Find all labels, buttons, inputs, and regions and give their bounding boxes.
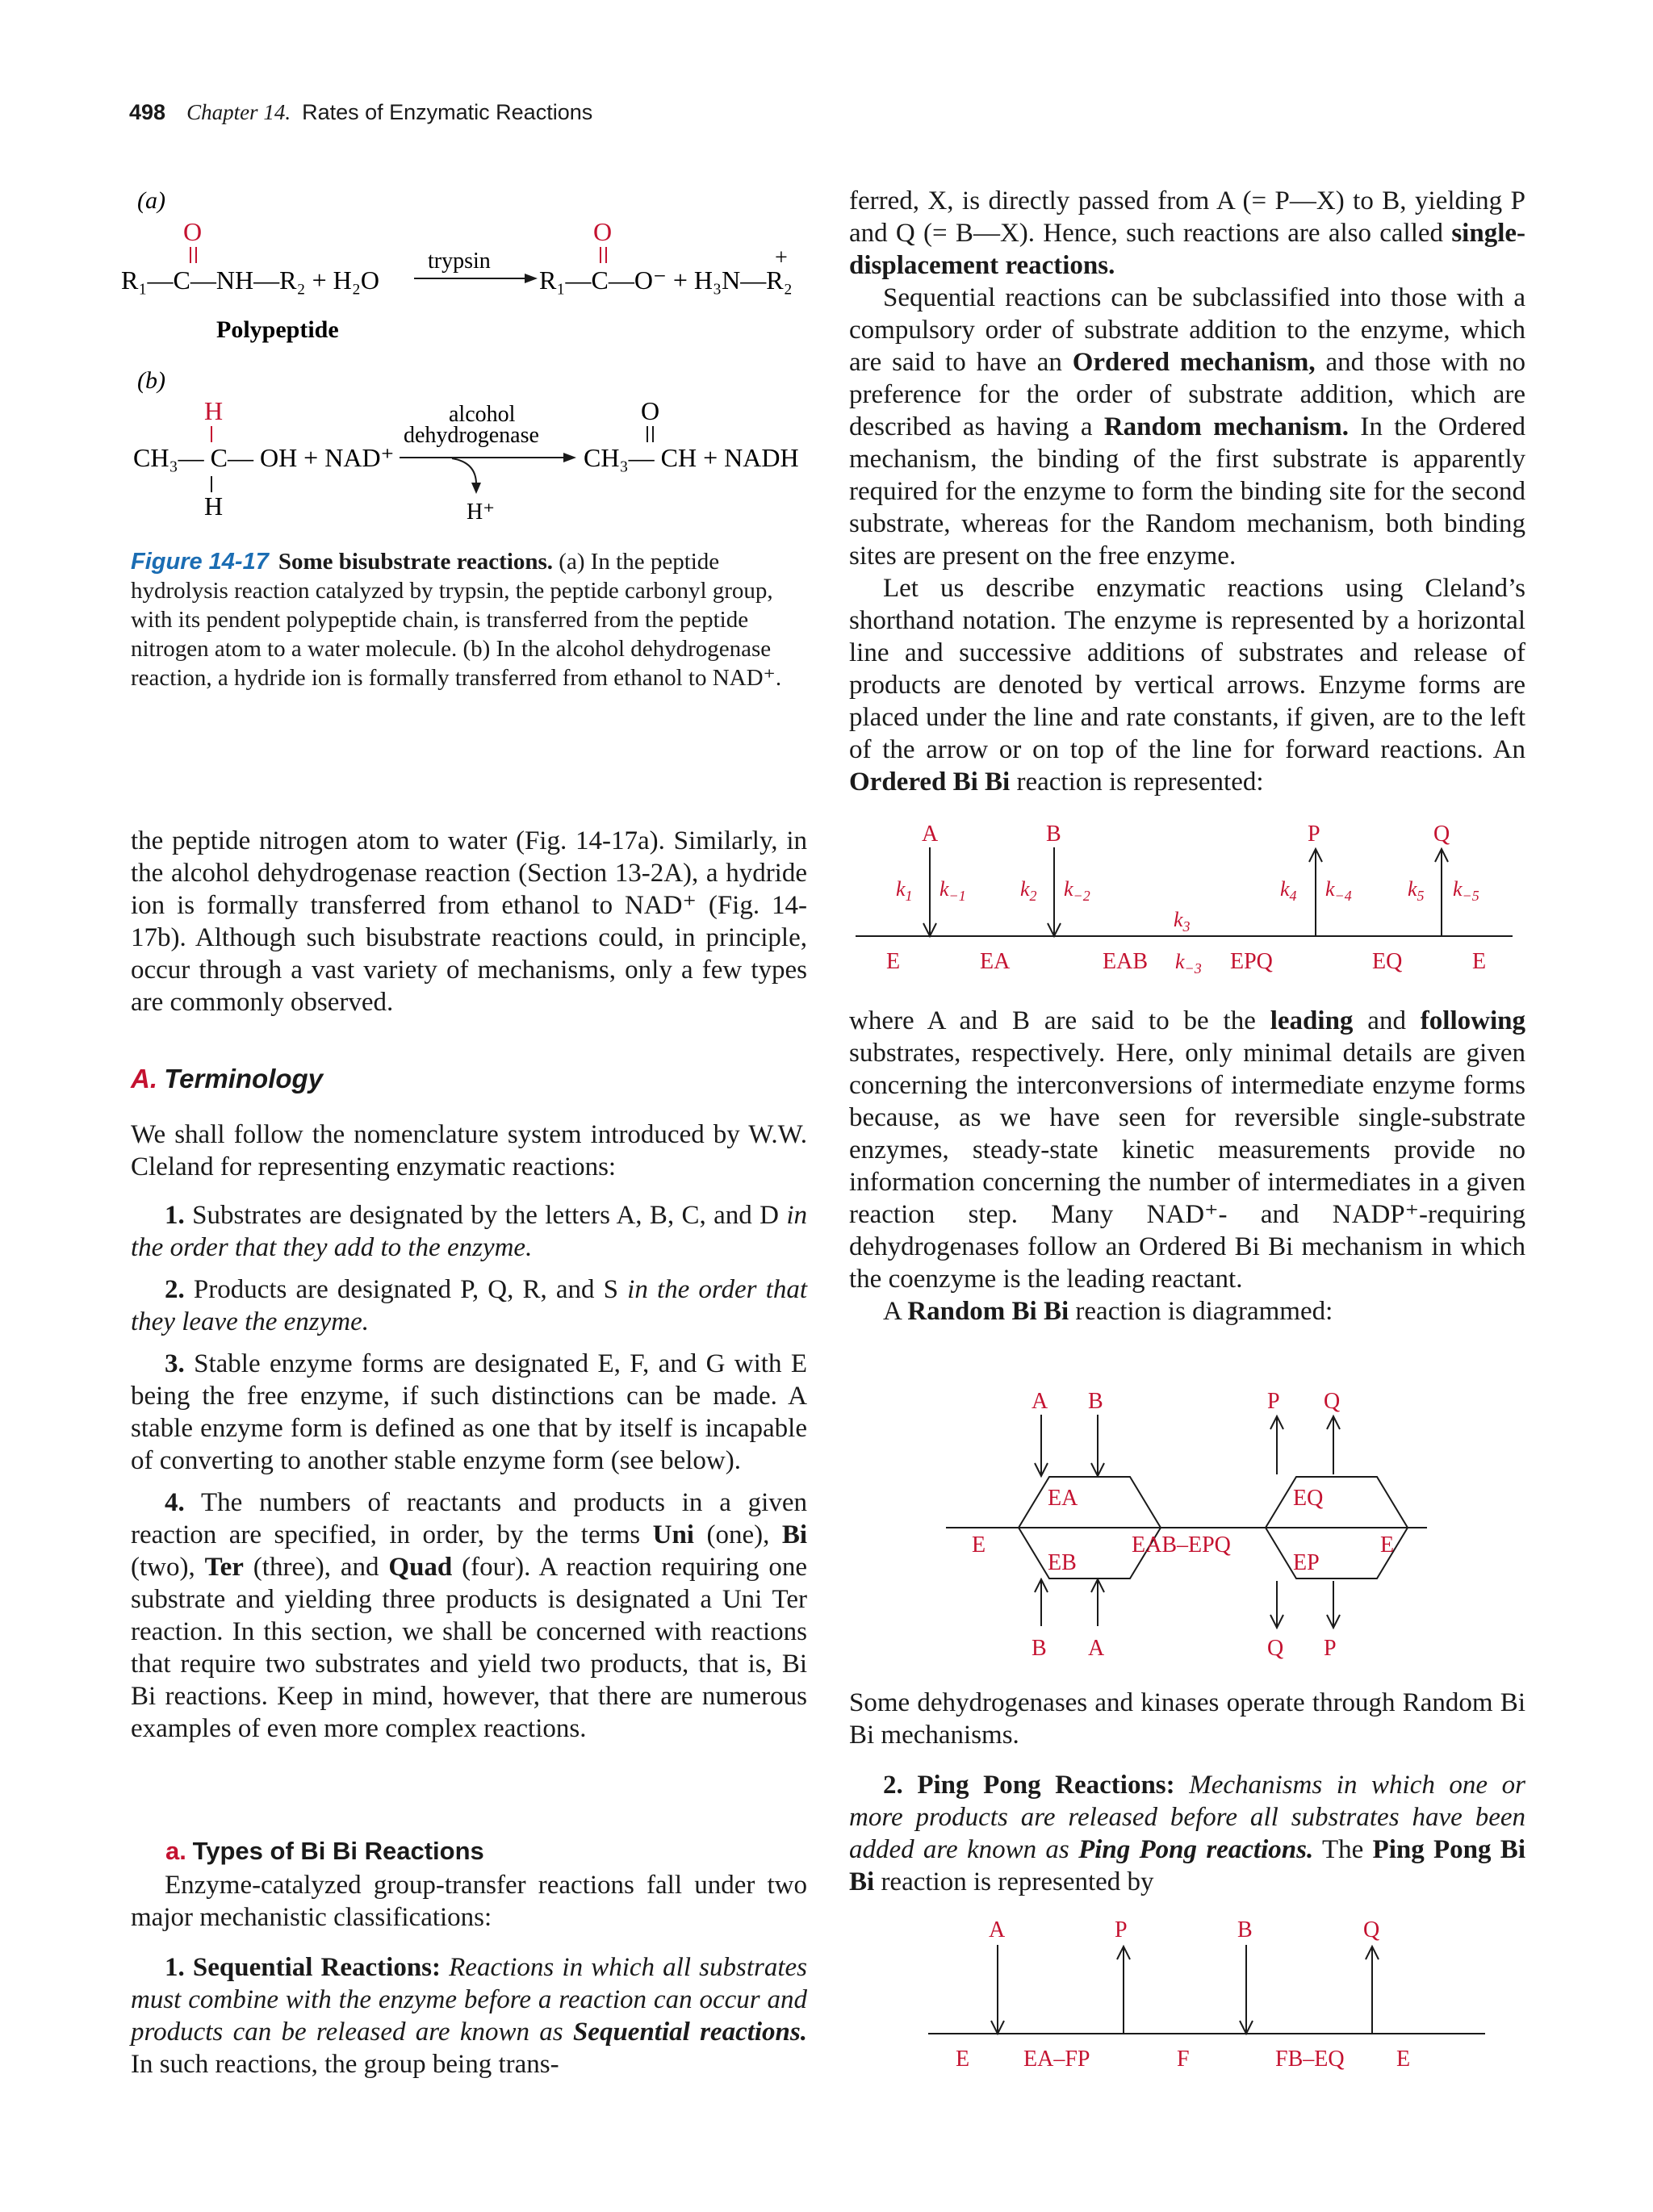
right-column-lower xyxy=(849,1687,1525,1898)
part-a-label: (a) xyxy=(137,187,165,214)
svg-text:k−2: $k_{-2}$ xyxy=(1064,877,1090,904)
ordered-form-eab: EAB xyxy=(1103,949,1148,974)
dehydrogenase-label: dehydrogenase xyxy=(404,423,539,448)
chapter-label: Chapter 14. xyxy=(186,100,291,124)
pingpong-substrate-b: B xyxy=(1237,1917,1253,1942)
rule-2: 2. Products are designated P, Q, R, and S in the order that they leave the enzyme. xyxy=(131,1275,807,1336)
ordered-form-eq: EQ xyxy=(1372,949,1403,974)
sequential-reactions: 1. Sequential Reactions: Reactions in which all substrates must combine with the enzyme before a reaction can occur and products can be released are known as Sequential reactions. In such reactions, the group being trans- xyxy=(131,1953,808,2079)
svg-text:k4: $k_4$ xyxy=(1280,877,1297,904)
running-header xyxy=(129,100,592,125)
rule-3: 3. Stable enzyme forms are designated E, F, and G with E being the free enzyme, if such distinctions can be made. A stable enzyme form is defined as one that by itself is incapable of converting to another stable enzyme form (see below). xyxy=(131,1349,807,1475)
pingpong-form-fb-eq: FB–EQ xyxy=(1275,2047,1345,2072)
ordered-bibi-diagram xyxy=(856,815,1517,985)
left-paragraph-2: We shall follow the nomenclature system introduced by W.W. Cleland for representing enzymatic reactions: xyxy=(131,1120,807,1181)
ordered-product-p: P xyxy=(1308,822,1320,847)
random-top-b: B xyxy=(1088,1389,1103,1414)
figure-14-17-reactions xyxy=(121,184,815,531)
right-paragraph-4: where A and B are said to be the leading and following substrates, respectively. Here, only minimal details are given concerning the interconversions of intermediate enzyme forms because, as we have seen for reversible single-substrate enzymes, steady-state kinetic measurements provide no information concerning the number of intermediates in a given reaction step. Many NAD⁺- and NADP⁺-requiring dehydrogenases follow an Ordered Bi Bi mechanism in which the coenzyme is the leading reactant. xyxy=(849,1006,1525,1294)
random-bottom-b: B xyxy=(1032,1636,1047,1661)
random-bottom-p: P xyxy=(1324,1636,1337,1661)
pingpong-form-e1: E xyxy=(956,2047,970,2072)
pingpong-substrate-a: A xyxy=(989,1917,1006,1942)
right-paragraph-6: Some dehydrogenases and kinases operate through Random Bi Bi mechanisms. xyxy=(849,1688,1525,1750)
section-a-letter: A. xyxy=(131,1064,157,1093)
ammonium-charge: + xyxy=(775,245,788,270)
figure-label: Figure 14-17 xyxy=(131,549,269,575)
svg-text:k5: $k_5$ xyxy=(1408,877,1425,904)
random-form-eab-epq: EAB–EPQ xyxy=(1132,1533,1231,1558)
ordered-substrate-a: A xyxy=(922,822,939,847)
random-top-a: A xyxy=(1032,1389,1048,1414)
right-paragraph-3: Let us describe enzymatic reactions using Cleland’s shorthand notation. The enzyme is represented by a horizontal line and successive additions of substrates and release of products are denoted by vertical arrows. Enzyme forms are placed under the line and rate constants, if given, are to the left of the arrow or on top of the line for forward reactions. An Ordered Bi Bi reaction is represented: xyxy=(849,574,1525,797)
proton-label: H⁺ xyxy=(467,500,495,525)
right-paragraph-5: A Random Bi Bi reaction is diagrammed: xyxy=(883,1297,1333,1326)
part-b-products: CH₃— CH + NADH xyxy=(584,443,799,472)
pingpong-form-f: F xyxy=(1177,2047,1190,2072)
svg-text:k−4: $k_{-4}$ xyxy=(1325,877,1352,904)
part-a-carbonyl-o-right: O xyxy=(593,217,613,246)
subsection-title: Types of Bi Bi Reactions xyxy=(192,1837,484,1865)
random-bibi-diagram xyxy=(944,1384,1429,1666)
svg-text:k−1: $k_{-1}$ xyxy=(939,877,966,904)
svg-text:k−3: $k_{-3}$ xyxy=(1175,950,1202,976)
part-b-reactants: CH₃— C— OH + NAD⁺ xyxy=(133,443,395,472)
part-b-carbonyl-o: O xyxy=(641,396,660,425)
svg-text:k1: $k_1$ xyxy=(896,877,913,904)
right-paragraph-1: ferred, X, is directly passed from A (= P—X) to B, yielding P and Q (= B—X). Hence, such reactions are also called single-displacement reactions. xyxy=(849,186,1525,280)
random-bottom-q: Q xyxy=(1267,1636,1284,1661)
figure-caption xyxy=(131,547,807,692)
random-bottom-a: A xyxy=(1088,1636,1105,1661)
ordered-form-e1: E xyxy=(886,949,901,974)
section-a-heading xyxy=(131,1064,323,1095)
alcohol-label: alcohol xyxy=(449,402,516,427)
random-form-e-left: E xyxy=(972,1533,986,1558)
svg-text:k3: $k_3$ xyxy=(1174,908,1191,935)
random-form-e-right: E xyxy=(1380,1533,1395,1558)
random-form-eq: EQ xyxy=(1293,1486,1324,1511)
part-a-products: R₁—C—O⁻ + H₃N—R₂ xyxy=(539,266,793,295)
pingpong-product-p: P xyxy=(1115,1917,1128,1942)
random-form-eb: EB xyxy=(1048,1550,1077,1575)
left-paragraph-3: Enzyme-catalyzed group-transfer reactions fall under two major mechanistic classifications: xyxy=(131,1871,807,1932)
ordered-form-ea: EA xyxy=(980,949,1011,974)
svg-text:k2: $k_2$ xyxy=(1020,877,1037,904)
random-form-ea: EA xyxy=(1048,1486,1078,1511)
rule-4: 4. The numbers of reactants and products in a given reaction are specified, in order, by the terms Uni (one), Bi (two), Ter (three), and Quad (four). A reaction requiring one substrate and yielding three products is designated a Uni Ter reaction. In this section, we shall be concerned with reactions that require two substrates and yield two products, that is, Bi Bi reactions. Keep in mind, however, that there are numerous examples of even more complex reactions. xyxy=(131,1488,807,1743)
pingpong-bibi-diagram xyxy=(928,1913,1493,2074)
ping-pong-reactions: 2. Ping Pong Reactions: Mechanisms in which one or more products are released before all substrates have been added are known as Ping Pong reactions. The Ping Pong Bi Bi reaction is represented by xyxy=(849,1771,1525,1896)
subsection-heading xyxy=(165,1837,484,1866)
part-a-carbonyl-o-left: O xyxy=(183,217,203,246)
ordered-substrate-b: B xyxy=(1046,822,1061,847)
random-form-ep: EP xyxy=(1293,1550,1320,1575)
trypsin-label: trypsin xyxy=(428,249,491,274)
left-column xyxy=(131,825,807,1018)
ordered-form-epq: EPQ xyxy=(1230,949,1273,974)
svg-text:k−5: $k_{-5}$ xyxy=(1453,877,1479,904)
caption-title: Some bisubstrate reactions. xyxy=(278,549,554,575)
right-column-top xyxy=(849,185,1525,798)
pingpong-form-e2: E xyxy=(1396,2047,1411,2072)
part-b-hydride-h: H xyxy=(204,396,224,425)
right-paragraph-2: Sequential reactions can be subclassified into those with a compulsory order of substrate addition to the enzyme, which are said to have an Ordered mechanism, and those with no preference for the order of substrate addition, which are described as having a Random mechanism. In the Ordered mechanism, the binding of the first substrate is apparently required for the enzyme to form the binding site for the second substrate, whereas for the Random mechanism, both binding sites are present on the free enzyme. xyxy=(849,283,1525,571)
rule-1: 1. Substrates are designated by the letters A, B, C, and D in the order that they add to the enzyme. xyxy=(131,1201,807,1262)
section-a-title: Terminology xyxy=(164,1064,324,1093)
right-column-middle xyxy=(849,1005,1525,1328)
ordered-form-e2: E xyxy=(1472,949,1487,974)
polypeptide-label: Polypeptide xyxy=(216,316,339,343)
page-number: 498 xyxy=(129,100,166,124)
subsection-letter: a. xyxy=(165,1837,186,1865)
random-top-p: P xyxy=(1267,1389,1280,1414)
part-a-reactants: R₁—C—NH—R₂ + H₂O xyxy=(121,266,379,295)
part-b-bottom-h: H xyxy=(204,491,224,521)
chapter-title: Rates of Enzymatic Reactions xyxy=(302,100,593,124)
pingpong-product-q: Q xyxy=(1363,1917,1380,1942)
ordered-product-q: Q xyxy=(1433,822,1450,847)
pingpong-form-ea-fp: EA–FP xyxy=(1023,2047,1090,2072)
left-paragraph-1: the peptide nitrogen atom to water (Fig. 14-17a). Similarly, in the alcohol dehydrogenase reaction (Section 13-2A), a hydride ion is formally transferred from ethanol to NAD⁺ (Fig. 14-17b). Although such bisubstrate reactions could, in principle, occur through a vast variety of mechanisms, only a few types are commonly observed. xyxy=(131,826,807,1017)
left-column-lower xyxy=(131,1869,807,2080)
random-top-q: Q xyxy=(1324,1389,1341,1414)
left-column-body xyxy=(131,1119,807,1745)
caption-text: (a) In the peptide hydrolysis reaction catalyzed by trypsin, the peptide carbonyl group, with its pendent polypeptide chain, is transferred from the peptide nitrogen atom to a water molecule. (b) In the alcohol dehydrogenase reaction, a hydride ion is formally transferred from ethanol to NAD⁺. xyxy=(131,549,782,691)
part-b-label: (b) xyxy=(137,367,165,394)
